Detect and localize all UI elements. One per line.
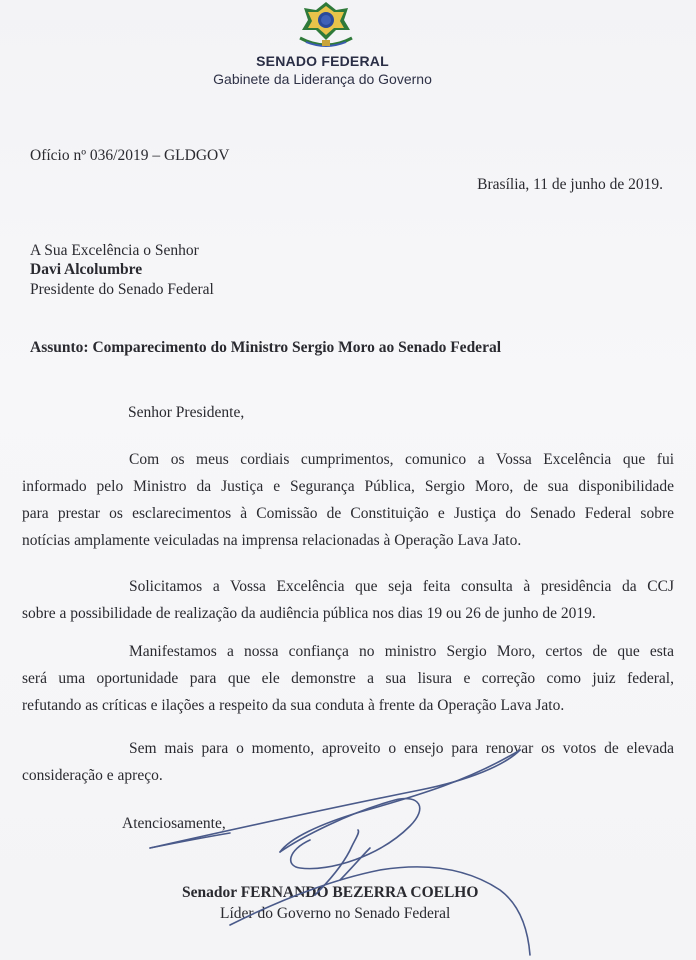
- body-paragraph: [22, 573, 674, 627]
- paragraph-line: Manifestamos a nossa confiança no ministro Sergio Moro, certos de que esta: [129, 643, 674, 660]
- paragraph-line: refutando as críticas e ilações a respeito da sua conduta à frente da Operação Lava Jato.: [22, 697, 565, 714]
- recipient-name: Davi Alcolumbre: [30, 261, 143, 278]
- paragraph-line: será uma oportunidade para que ele demonstre a sua lisura e correção como juiz federal,: [22, 670, 674, 687]
- brazil-coat-of-arms-icon: [292, 0, 360, 50]
- paragraph-line: informado pelo Ministro da Justiça e Segurança Pública, Sergio Moro, de sua disponibilidade: [22, 478, 674, 495]
- body-paragraph: [22, 735, 674, 789]
- signer-role: Líder do Governo no Senado Federal: [220, 905, 451, 922]
- paragraph-line: notícias amplamente veiculadas na imprensa relacionadas à Operação Lava Jato.: [22, 532, 522, 549]
- document-reference: Ofício nº 036/2019 – GLDGOV: [30, 147, 230, 164]
- institution-name: SENADO FEDERAL: [256, 53, 389, 69]
- closing: Atenciosamente,: [122, 815, 226, 832]
- body-paragraph: [22, 446, 674, 554]
- paragraph-line: consideração e apreço.: [22, 767, 163, 784]
- paragraph-line: Solicitamos a Vossa Excelência que seja feita consulta à presidência da CCJ: [129, 578, 674, 595]
- paragraph-line: sobre a possibilidade de realização da audiência pública nos dias 19 ou 26 de junho de 2019.: [22, 605, 596, 622]
- paragraph-line: Com os meus cordiais cumprimentos, comunico a Vossa Excelência que fui: [129, 451, 674, 468]
- subject-line: Assunto: Comparecimento do Ministro Sergio Moro ao Senado Federal: [30, 339, 502, 356]
- signer-name: Senador FERNANDO BEZERRA COELHO: [182, 884, 479, 901]
- date-line: Brasília, 11 de junho de 2019.: [477, 176, 663, 193]
- recipient-salutation: A Sua Excelência o Senhor: [30, 242, 199, 259]
- office-name: Gabinete da Liderança do Governo: [213, 71, 432, 87]
- greeting: Senhor Presidente,: [128, 404, 245, 421]
- body-paragraph: [22, 638, 674, 719]
- recipient-title: Presidente do Senado Federal: [30, 281, 214, 298]
- paragraph-line: Sem mais para o momento, aproveito o ensejo para renovar os votos de elevada: [129, 740, 674, 757]
- paragraph-line: para prestar os esclarecimentos à Comissão de Constituição e Justiça do Senado Federal sobre: [22, 505, 674, 522]
